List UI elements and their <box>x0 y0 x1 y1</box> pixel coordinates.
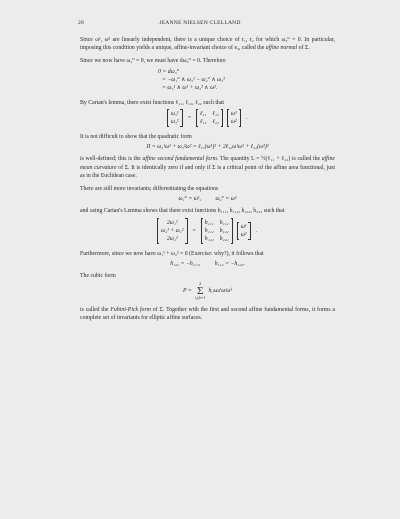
term-fubini-pick-form: Fubini-Pick form <box>110 307 151 314</box>
page-body <box>80 36 335 328</box>
matrix-rhs <box>227 109 241 127</box>
matrix-entry: ω² <box>240 231 247 238</box>
summation-lower-limit: i,j,k=1 <box>194 295 206 301</box>
paragraph-1-end: of Σ. <box>298 45 310 52</box>
matrix-entry: ω₂¹ + ω₁² <box>161 227 184 234</box>
equation-line: = ω₃¹ ∧ ω¹ + ω₃² ∧ ω². <box>162 85 218 92</box>
matrix-entry: h₁₁₂ <box>204 227 214 234</box>
matrix-entry: 2ω₂² <box>166 235 178 242</box>
differentiated-equations: ω₁⁰ = ω¹, ω₂⁰ = ω² <box>178 196 237 203</box>
quadratic-form-equation: II = ω₃¹ω¹ + ω₃²ω² = ℓ₁₁(ω¹)² + 2ℓ₁₂ω¹ω² + ℓ₂₂(ω²)² <box>146 144 269 151</box>
equation-line: = −ω₁⁰ ∧ ω₃¹ − ω₂⁰ ∧ ω₃² <box>162 77 225 83</box>
h-matrix-equation: 2ω₁¹ ω₂¹ + ω₁² 2ω₂² = h₁₁₁ h₁₁₂ h₁₁₂ h₁₂₂ h₁₂₂ h₂₂₂ ω¹ ω² . <box>80 218 335 244</box>
matrix-entry: ℓ₁₁ <box>199 110 207 117</box>
paragraph-5-text: . The quantity L = ½(ℓ₁₁ + ℓ₂₂) is called the <box>216 156 321 163</box>
matrix-rhs <box>237 222 251 240</box>
paragraph-3: By Cartan's lemma, there exist functions ℓ₁₁, ℓ₁₂, ℓ₂₂ such that <box>80 99 225 106</box>
summation-symbol: 2 Σ i,j,k=1 <box>194 281 206 301</box>
paragraph-10 <box>80 306 335 322</box>
matrix-entry: ℓ₁₂ <box>199 118 207 125</box>
cubic-form-term: hᵢⱼₖωⁱωʲωᵏ <box>208 288 232 295</box>
paragraph-1 <box>80 36 335 52</box>
paragraph-5-text: is well-defined; this is the <box>80 156 141 163</box>
paragraph-10-text: of Σ. Together with the first and second affine fundamental forms, it forms a complete set of invariants for elliptic affine surfaces. <box>80 307 336 322</box>
term-affine-normal: affine normal <box>265 45 298 52</box>
matrix-coefficients <box>196 109 223 127</box>
matrix-entry: h₁₂₂ <box>219 227 229 234</box>
matrix-lhs <box>167 109 183 127</box>
paragraph-5-text: of Σ. It is identically zero if and only if Σ is a critical point of the affine area functional, just as in the Euclidean case. <box>80 164 335 179</box>
paragraph-7: and using Cartan's Lemma shows that there exist functions h₁₁₁, h₁₁₂, h₁₂₂, h₂₂₂ such that <box>80 208 285 215</box>
matrix-entry: ω¹ <box>240 223 247 230</box>
matrix-entry: ℓ₂₂ <box>212 118 219 125</box>
paragraph-5 <box>80 155 335 180</box>
matrix-entry: h₁₁₂ <box>219 219 229 226</box>
equals-sign: = <box>187 114 191 121</box>
page-number: 28 <box>78 20 84 26</box>
paragraph-10-text: is called the <box>80 307 109 314</box>
matrix-entry: ω₃¹ <box>170 110 179 117</box>
term-affine-second-fundamental-form: affine second fundamental form <box>142 156 217 163</box>
equation-chain <box>158 68 335 93</box>
h-relations-equation: h₁₂₂ = −h₁₁₁, h₁₁₂ = −h₂₂₂. <box>170 260 245 267</box>
matrix-entry: h₂₂₂ <box>219 235 229 242</box>
matrix-entry: 2ω₁¹ <box>166 219 178 226</box>
page-header <box>78 20 322 30</box>
cartan-matrix-equation: ω₃¹ ω₃² = ℓ₁₁ ℓ₁₂ ℓ₁₂ ℓ₂₂ ω¹ ω² . <box>80 109 335 127</box>
paragraph-6: There are still more invariants; differentiating the equations <box>80 186 219 192</box>
summation-upper-limit: 2 <box>199 281 202 287</box>
running-title: JEANNE NIELSEN CLELLAND <box>159 20 241 26</box>
cubic-form-lhs: P = <box>182 288 192 295</box>
matrix-entry: ω₃² <box>170 118 179 125</box>
term-affine-mean-curvature: affine mean curvature <box>80 156 335 171</box>
equation-line: 0 = dω₃⁰ <box>158 68 180 75</box>
paragraph-2: Since we now have ω₃⁰ = 0, we must have dω₃⁰ = 0. Therefore <box>80 58 226 65</box>
matrix-entry: ω¹ <box>230 110 237 117</box>
matrix-entry: ω² <box>230 118 237 125</box>
matrix-entry: ℓ₁₂ <box>212 110 219 117</box>
paragraph-8: Furthermore, since we now have ω₁¹ + ω₂² = 0 (Exercise: why?), it follows that <box>80 250 264 257</box>
paragraph-1-text: Since ω¹, ω² are linearly independent, there is a unique choice of r₁, r₂ for which ω₃⁰ = 0. In particular, imposing this condition yields a unique, affine-invariant choice of e₃, called the <box>80 37 335 52</box>
matrix-lhs <box>157 218 188 244</box>
cubic-form-equation <box>80 282 335 300</box>
paragraph-9: The cubic form <box>80 273 116 280</box>
matrix-entry: h₁₂₂ <box>204 235 214 242</box>
paragraph-4: It is not difficult to show that the quadratic form <box>80 133 192 140</box>
equals-sign: = <box>192 227 196 234</box>
matrix-coefficients <box>201 218 233 244</box>
matrix-entry: h₁₁₁ <box>204 219 214 226</box>
